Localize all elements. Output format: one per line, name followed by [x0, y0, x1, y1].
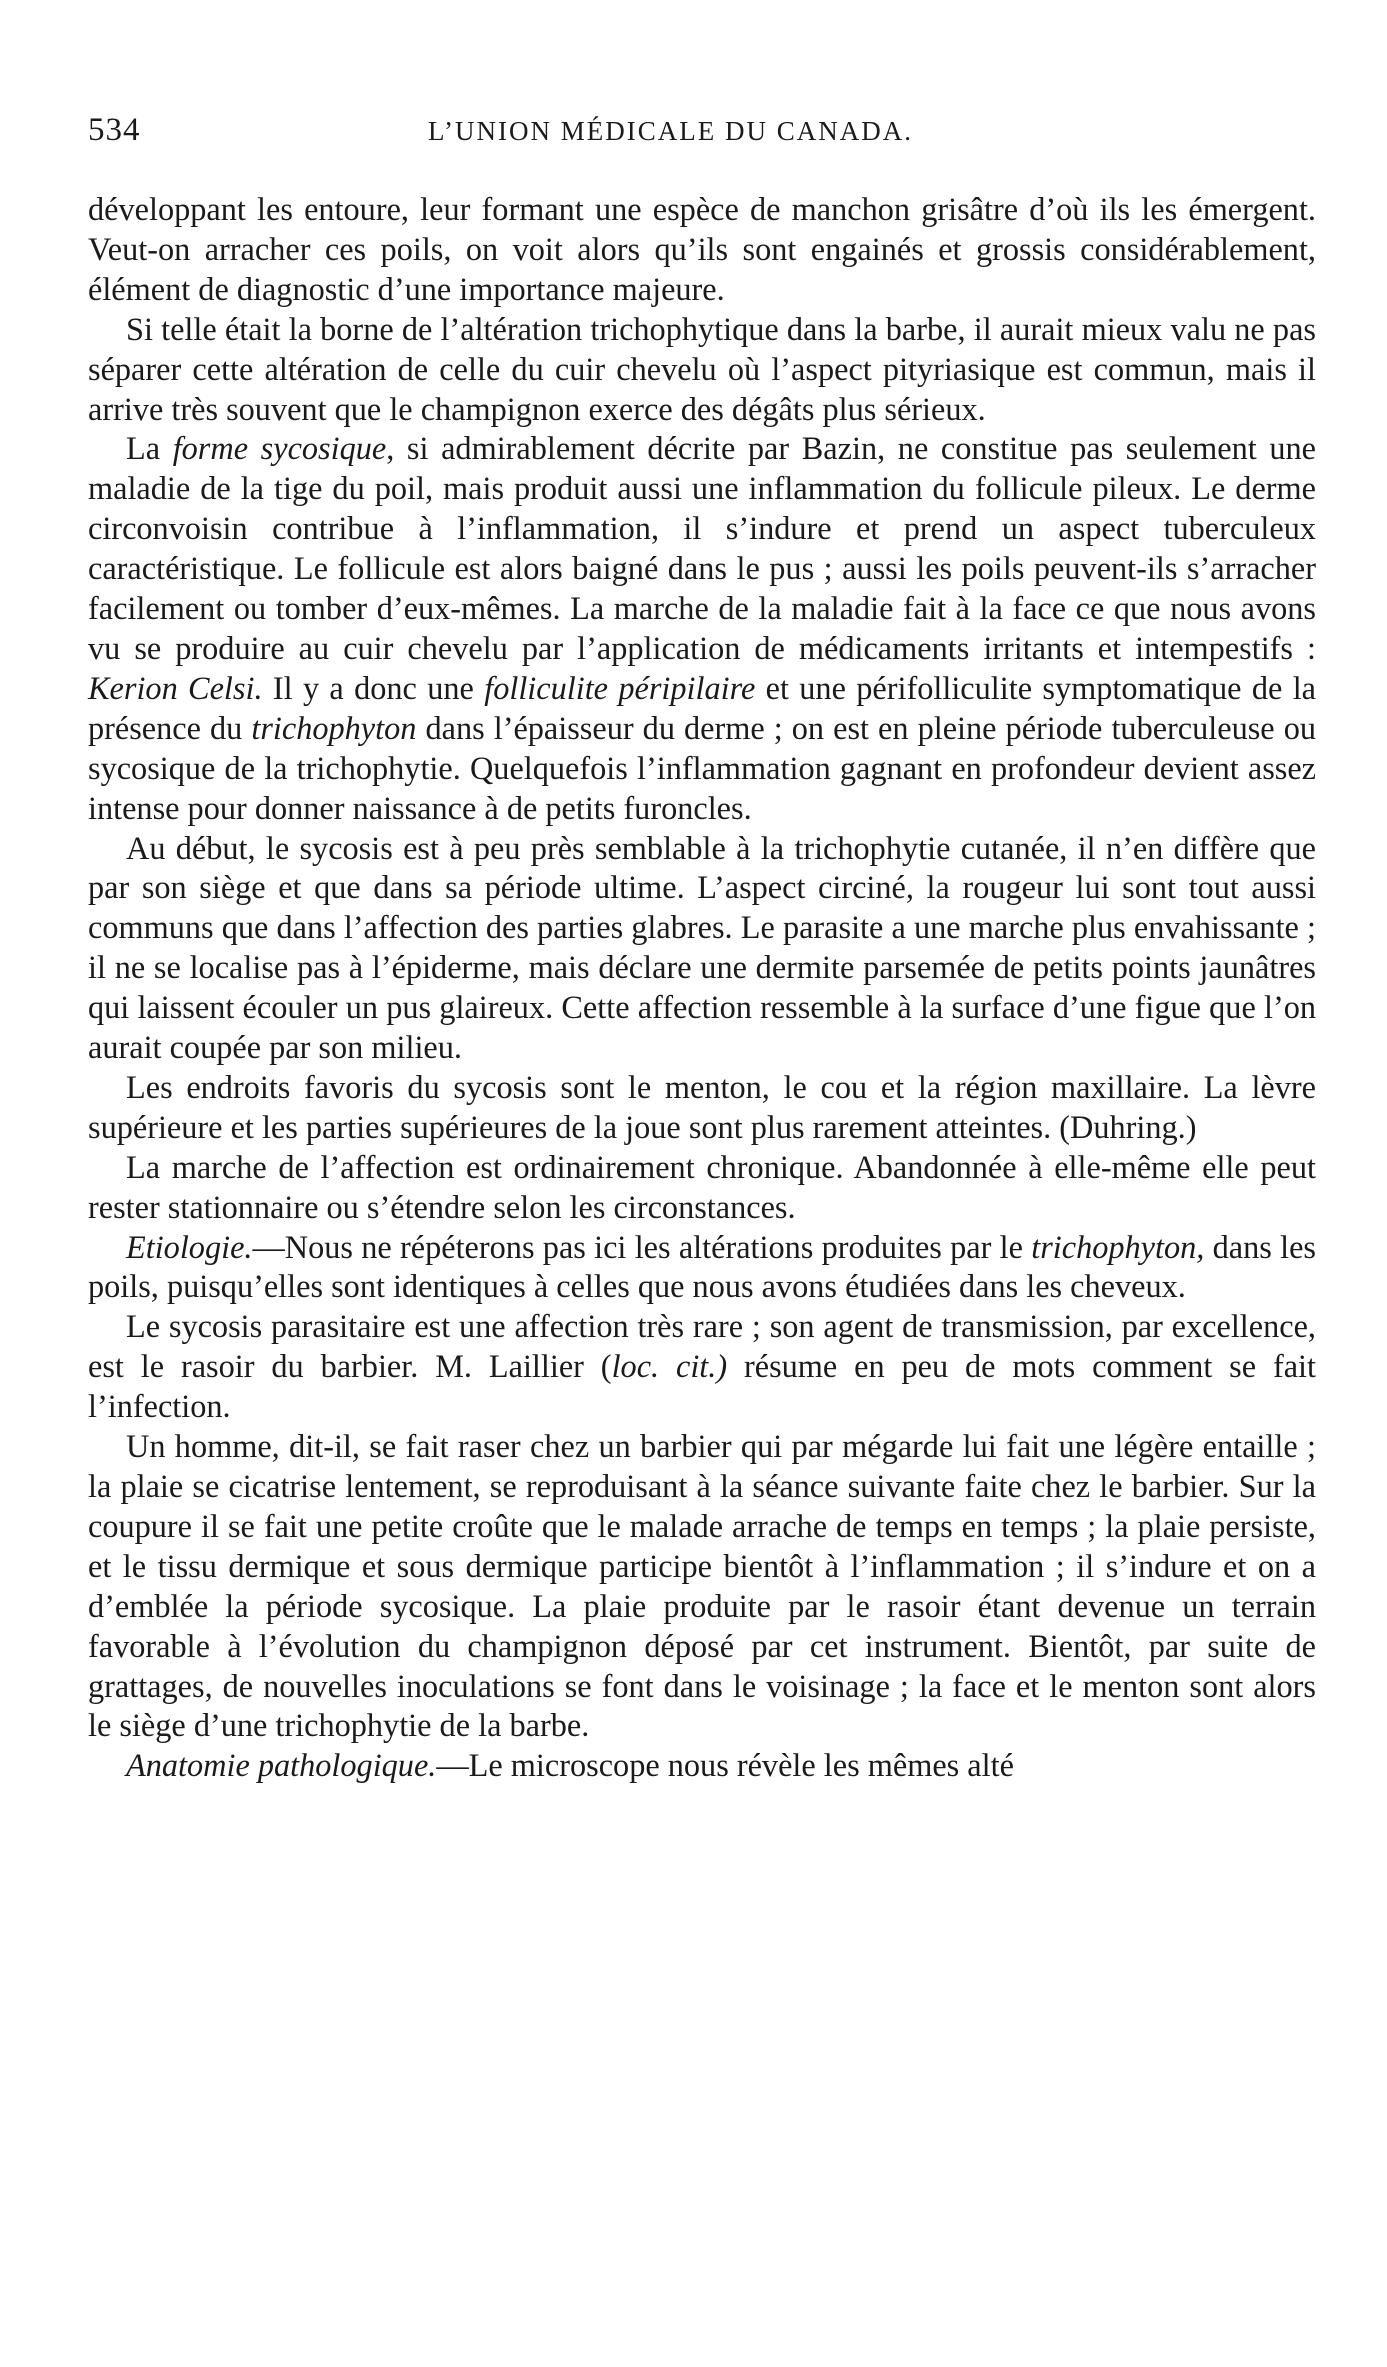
text-run: Le sycosis parasitaire est une affection très rare ; son agent de transmission, par excellence, est le rasoir du barbier. M. Laillier ( — [88, 1308, 1316, 1385]
paragraph — [88, 190, 1316, 310]
text-run: Au début, le sycosis est à peu près semblable à la trichophytie cutanée, il n’en diffère que par son siège et que dans sa période ultime. L’aspect circiné, la rougeur lui sont tout aussi communs que dans l’affection des parties glabres. Le parasite a une marche plus envahissante ; il ne se localise pas à l’épiderme, mais déclare une dermite parsemée de petits points jaunâtres qui laissent écouler un pus glaireux. Cette affection ressemble à la surface d’une figue que l’on aurait coupée par son milieu. — [88, 829, 1316, 1066]
page-header — [88, 112, 1316, 160]
text-run: résume en peu de mots comment se fait l’infection. — [88, 1348, 1317, 1425]
text-run: La marche de l’affection est ordinairement chronique. Abandonnée à elle-même elle peut rester stationnaire ou s’étendre selon les circonstances. — [88, 1148, 1316, 1225]
text-run: dans les poils, puisqu’elles sont identiques à celles que nous avons étudiées dans les cheveux. — [88, 1228, 1316, 1305]
text-run: dans l’épaisseur du derme ; on est en pleine période tuberculeuse ou sycosique de la trichophytie. Quelquefois l’inflammation gagnant en profondeur devient assez intense pour donner naissance à de petits furoncles. — [88, 709, 1316, 826]
paragraph — [88, 1746, 1316, 1786]
text-run: La — [126, 430, 173, 467]
italic-text: forme sycosique — [172, 430, 387, 467]
text-run: Il y a donc une — [262, 669, 485, 706]
text-run: développant les entoure, leur formant une espèce de manchon grisâtre d’où ils les émergent. Veut-on arracher ces poils, on voit alors qu’ils sont engainés et grossis considérablement, élément de diagnostic d’une importance majeure. — [88, 191, 1316, 307]
italic-text: folliculite péripilaire — [484, 669, 756, 706]
paragraph — [88, 429, 1316, 828]
paragraph — [88, 1148, 1316, 1228]
page-number: 534 — [88, 112, 141, 148]
text-run: —Le microscope nous révèle les mêmes alté — [436, 1747, 1014, 1784]
italic-text: trichophyton, — [1031, 1228, 1205, 1265]
text-run: Un homme, dit-il, se fait raser chez un barbier qui par mégarde lui fait une légère entaille ; la plaie se cicatrise lentement, se reproduisant à la séance suivante faite chez le barbier. Sur la coupure il se fait une petite croûte que le malade arrache de temps en temps ; la plaie persiste, et le tissu dermique et sous dermique participe bientôt à l’inflammation ; il s’indure et on a d’emblée la période sycosique. La plaie produite par le rasoir étant devenue un terrain favorable à l’évolution du champignon déposé par cet instrument. Bientôt, par suite de grattages, de nouvelles inoculations se font dans le voisinage ; la face et le menton sont alors le siège d’une trichophytie de la barbe. — [88, 1428, 1316, 1744]
text-run: Les endroits favoris du sycosis sont le menton, le cou et la région maxillaire. La lèvre supérieure et les parties supérieures de la joue sont plus rarement atteintes. (Duhring.) — [88, 1068, 1316, 1145]
paragraph — [88, 1068, 1316, 1148]
text-run: , si admirablement décrite par Bazin, ne constitue pas seulement une maladie de la tige du poil, mais produit aussi une inflammation du follicule pileux. Le derme circonvoisin contribue à l’inflammation, il s’indure et prend un aspect tuberculeux caractéristique. Le follicule est alors baigné dans le pus ; aussi les poils peuvent-ils s’arracher facilement ou tomber d’eux-mêmes. La marche de la maladie fait à la face ce que nous avons vu se produire au cuir chevelu par l’application de médicaments irritants et intempestifs : — [88, 430, 1316, 666]
paragraph — [88, 1307, 1316, 1427]
paragraph — [88, 310, 1316, 430]
text-run: et une périfolliculite symptomatique de la présence du — [88, 669, 1316, 746]
text-run: —Nous ne répéterons pas ici les altérations produites par le — [252, 1228, 1032, 1265]
italic-text: trichophyton — [251, 709, 417, 746]
italic-text: Kerion Celsi. — [88, 669, 263, 706]
italic-text: Etiologie. — [126, 1228, 253, 1265]
italic-text: Anatomie pathologique. — [126, 1747, 437, 1784]
paragraph — [88, 1427, 1316, 1746]
document-page — [88, 112, 1316, 1786]
text-run: Si telle était la borne de l’altération trichophytique dans la barbe, il aurait mieux valu ne pas séparer cette altération de celle du cuir chevelu où l’aspect pityriasique est commun, mais il arrive très souvent que le champignon exerce des dégâts plus sérieux. — [88, 310, 1316, 427]
running-title: L’UNION MÉDICALE DU CANADA. — [428, 116, 913, 146]
italic-text: loc. cit.) — [611, 1348, 728, 1385]
paragraph — [88, 1228, 1316, 1308]
article-body — [88, 190, 1316, 1786]
paragraph — [88, 829, 1316, 1068]
